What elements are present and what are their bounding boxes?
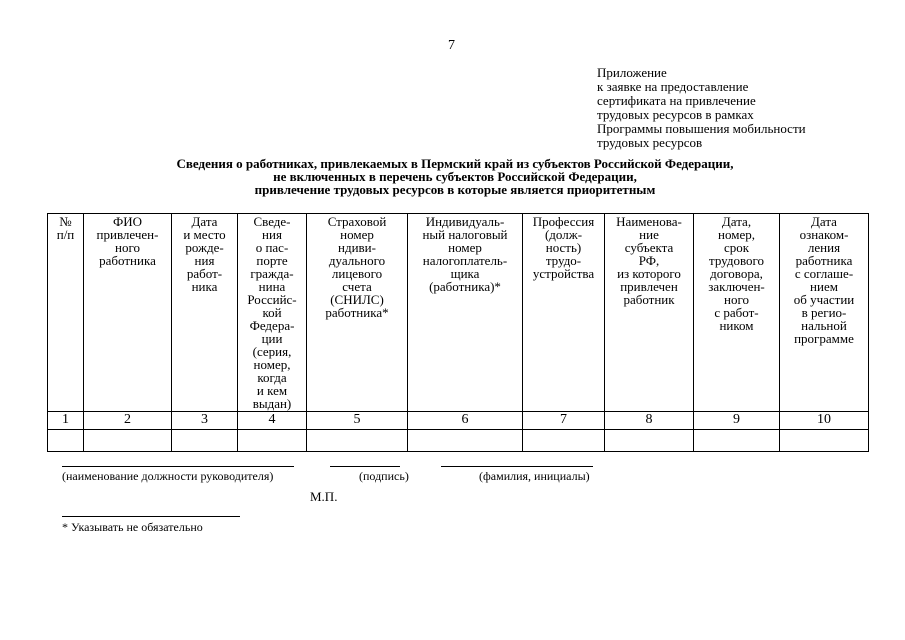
header-cell: Сведе- ния о пас- порте гражда- нина Российс- кой Федера- ции (серия, номер, когда и кем выдан): [238, 214, 307, 412]
header-cell: Дата, номер, срок трудового договора, заключен- ного с работ- ником: [694, 214, 780, 412]
empty-cell: [172, 430, 238, 452]
title-line: не включенных в перечень субъектов Российской Федерации,: [273, 169, 637, 184]
header-cell: Дата ознаком- ления работника с соглаше- нием об участии в регио- нальной программе: [780, 214, 869, 412]
appendix-line: трудовых ресурсов: [597, 135, 703, 150]
appendix-line: к заявке на предоставление: [597, 79, 749, 94]
column-number-cell: 5: [307, 412, 408, 430]
header-cell: ФИО привлечен- ного работника: [84, 214, 172, 412]
empty-cell: [694, 430, 780, 452]
empty-cell: [84, 430, 172, 452]
empty-cell: [307, 430, 408, 452]
footnote: * Указывать не обязательно: [62, 520, 203, 534]
title-line: Сведения о работниках, привлекаемых в Пермский край из субъектов Российской Федерации,: [176, 156, 734, 171]
position-label: (наименование должности руководителя): [62, 469, 274, 483]
workers-table: [47, 213, 869, 452]
appendix-block: [597, 66, 857, 150]
appendix-line: сертификата на привлечение: [597, 93, 756, 108]
header-cell: № п/п: [48, 214, 84, 412]
header-cell: Наименова- ние субъекта РФ, из которого привлечен работник: [605, 214, 694, 412]
position-signature-line: [62, 466, 294, 467]
signature-label: (подпись): [359, 469, 409, 483]
name-label: (фамилия, инициалы): [479, 469, 590, 483]
empty-cell: [780, 430, 869, 452]
appendix-line: Программы повышения мобильности: [597, 121, 806, 136]
table-header-row: [48, 214, 869, 412]
column-number-cell: 8: [605, 412, 694, 430]
document-title: [110, 157, 800, 196]
column-number-cell: 6: [408, 412, 523, 430]
column-number-cell: 2: [84, 412, 172, 430]
page-number: 7: [448, 38, 455, 53]
footnote-divider: [62, 516, 240, 517]
signature-line: [330, 466, 400, 467]
column-number-cell: 10: [780, 412, 869, 430]
table-row: [48, 430, 869, 452]
empty-cell: [605, 430, 694, 452]
column-number-cell: 3: [172, 412, 238, 430]
stamp-placeholder: М.П.: [310, 489, 338, 504]
header-cell: Дата и место рожде- ния работ- ника: [172, 214, 238, 412]
name-signature-line: [441, 466, 593, 467]
column-number-cell: 7: [523, 412, 605, 430]
column-number-cell: 4: [238, 412, 307, 430]
column-number-row: [48, 412, 869, 430]
column-number-cell: 9: [694, 412, 780, 430]
empty-cell: [238, 430, 307, 452]
empty-cell: [48, 430, 84, 452]
header-cell: Страховой номер ндиви- дуального лицевого счета (СНИЛС) работника*: [307, 214, 408, 412]
column-number-cell: 1: [48, 412, 84, 430]
empty-cell: [523, 430, 605, 452]
appendix-line: Приложение: [597, 65, 667, 80]
appendix-line: трудовых ресурсов в рамках: [597, 107, 754, 122]
title-line: привлечение трудовых ресурсов в которые является приоритетным: [254, 182, 656, 197]
header-cell: Профессия (долж- ность) трудо- устройства: [523, 214, 605, 412]
header-cell: Индивидуаль- ный налоговый номер налогоплатель- щика (работника)*: [408, 214, 523, 412]
empty-cell: [408, 430, 523, 452]
